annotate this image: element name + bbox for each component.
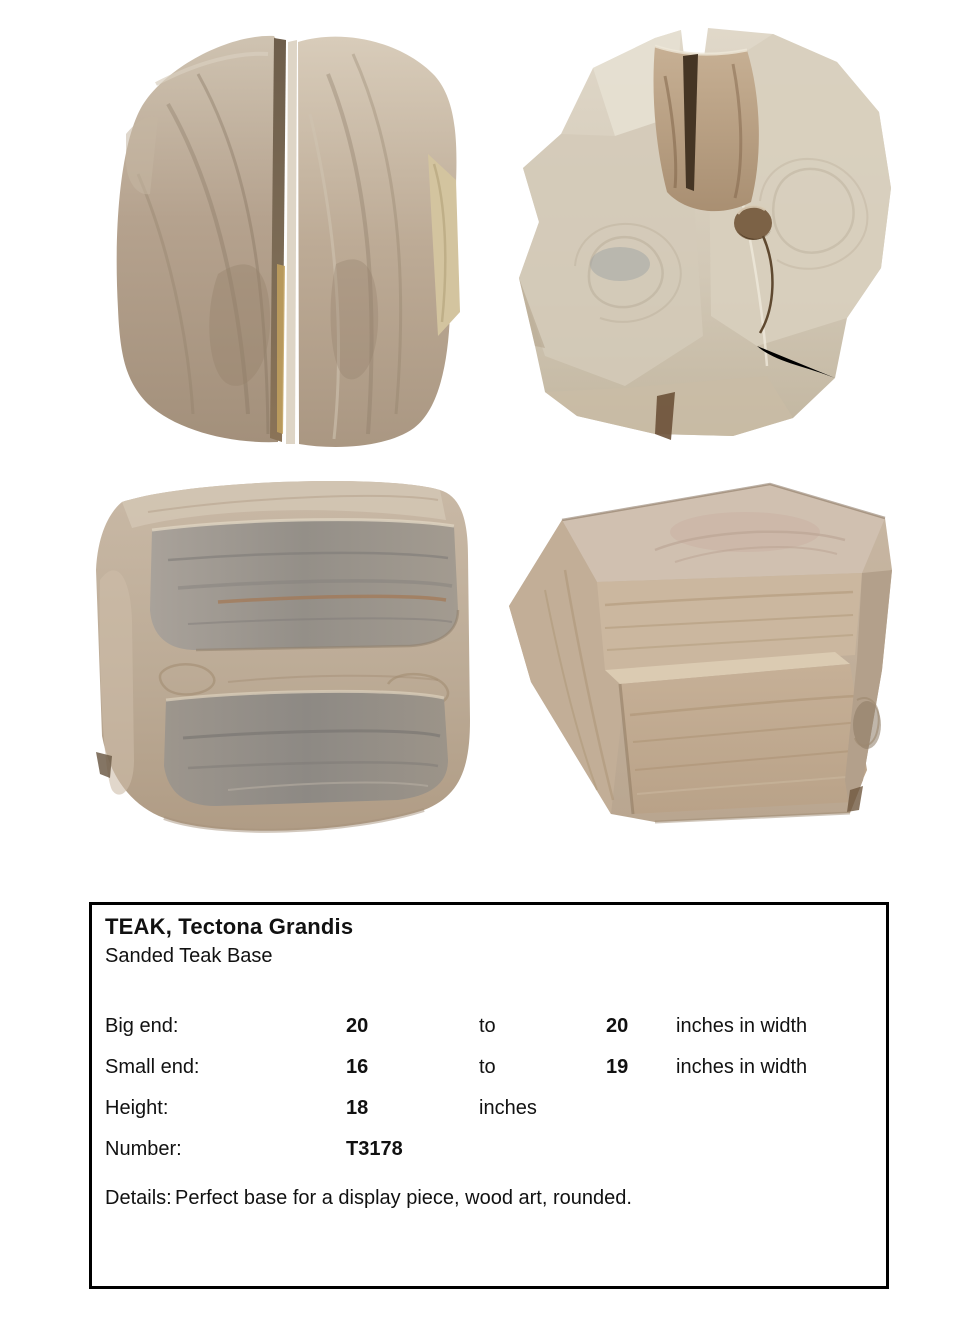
teak-photo-1-illustration	[98, 14, 464, 450]
spec-value-1: 20	[346, 1015, 369, 1037]
spec-row-number	[105, 1129, 886, 1170]
spec-box	[89, 902, 889, 1289]
spec-value-1: 18	[346, 1097, 369, 1119]
product-subtitle: Sanded Teak Base	[105, 945, 273, 967]
spec-row-height	[105, 1088, 886, 1129]
details-label: Details:	[105, 1187, 172, 1209]
spec-label: Number:	[105, 1138, 182, 1160]
product-photo-angled-view	[505, 470, 895, 830]
spec-label: Height:	[105, 1097, 169, 1119]
spec-row-small-end	[105, 1047, 886, 1088]
details-text: Perfect base for a display piece, wood art, rounded.	[175, 1187, 632, 1209]
teak-photo-3-illustration	[88, 460, 480, 852]
spec-row-big-end	[105, 1006, 886, 1047]
teak-photo-4-illustration	[505, 470, 895, 830]
spec-value-1: T3178	[346, 1138, 403, 1160]
spec-rows	[105, 1006, 886, 1170]
spec-label: Big end:	[105, 1015, 179, 1037]
spec-unit: inches in width	[676, 1015, 808, 1037]
product-title: TEAK, Tectona Grandis	[105, 914, 354, 939]
details-row	[105, 1187, 886, 1210]
spec-value-2: 20	[606, 1015, 629, 1037]
product-photo-top-view	[505, 16, 895, 446]
spec-connector: inches	[479, 1097, 537, 1119]
spec-value-1: 16	[346, 1056, 369, 1078]
spec-connector: to	[479, 1056, 496, 1078]
spec-connector: to	[479, 1015, 496, 1037]
spec-label: Small end:	[105, 1056, 200, 1078]
product-photo-side-view	[88, 460, 480, 852]
spec-unit: inches in width	[676, 1056, 808, 1078]
teak-photo-2-illustration	[505, 16, 895, 446]
spec-value-2: 19	[606, 1056, 629, 1078]
product-photo-front-view	[98, 14, 464, 450]
